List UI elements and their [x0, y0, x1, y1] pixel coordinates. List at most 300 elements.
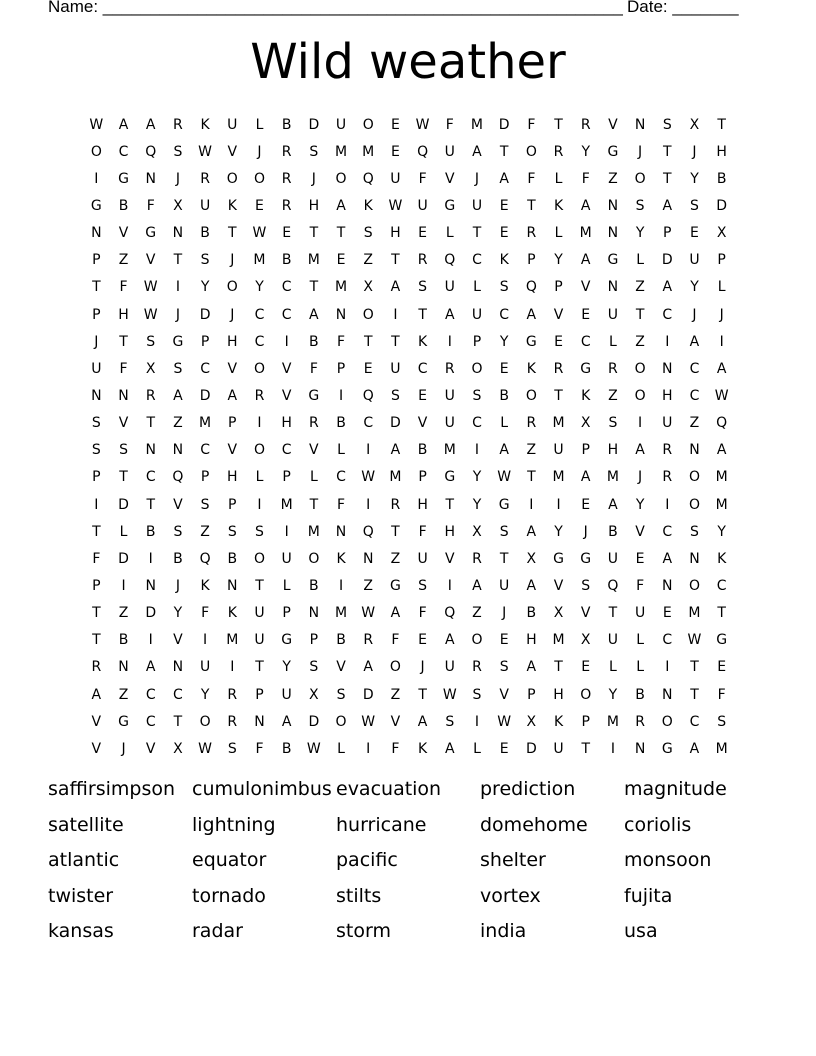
grid-letter: I [665, 659, 670, 676]
grid-letter: G [716, 632, 728, 649]
name-field: Name: _______________________________________________________ [48, 0, 623, 16]
grid-letter: O [308, 550, 320, 567]
grid-letter: P [92, 469, 102, 486]
grid-letter: N [227, 577, 239, 594]
grid-letter: G [444, 197, 456, 214]
grid-letter: M [552, 415, 566, 432]
grid-letter: B [526, 605, 537, 622]
grid-letter: R [227, 713, 238, 730]
grid-letter: A [227, 387, 238, 404]
grid-letter: U [444, 143, 456, 160]
grid-letter: I [366, 496, 371, 513]
grid-letter: G [580, 360, 592, 377]
grid-letter: F [92, 550, 101, 567]
grid-letter: A [444, 632, 456, 649]
grid-letter: T [418, 686, 428, 703]
grid-letter: P [255, 686, 265, 703]
grid-letter: O [335, 713, 348, 730]
grid-letter: T [173, 713, 183, 730]
grid-letter: A [608, 496, 619, 513]
grid-letter: X [472, 523, 483, 540]
grid-letter: S [200, 496, 211, 513]
grid-letter: A [118, 116, 129, 133]
grid-letter: F [717, 686, 727, 703]
grid-letter: U [199, 197, 211, 214]
grid-letter: C [472, 415, 483, 432]
grid-letter: G [498, 496, 511, 513]
grid-letter: B [417, 442, 428, 459]
grid-letter: P [200, 333, 210, 350]
grid-letter: E [418, 387, 428, 404]
grid-letter: O [253, 170, 266, 187]
word-bank-item: equator [192, 849, 267, 872]
grid-letter: H [118, 306, 130, 323]
grid-letter: V [390, 713, 401, 730]
grid-letter: V [608, 116, 619, 133]
grid-letter: M [389, 469, 402, 486]
grid-letter: S [200, 252, 211, 269]
grid-letter: M [715, 469, 729, 486]
grid-letter: L [445, 225, 455, 242]
grid-letter: C [472, 252, 483, 269]
grid-letter: Y [690, 279, 700, 296]
grid-letter: T [309, 279, 319, 296]
grid-letter: G [118, 713, 130, 730]
grid-letter: U [390, 360, 402, 377]
date-field: Date: _______ [627, 0, 739, 16]
grid-letter: R [417, 252, 428, 269]
grid-letter: M [606, 713, 620, 730]
grid-letter: E [499, 740, 510, 757]
grid-letter: E [418, 632, 428, 649]
grid-letter: V [118, 225, 129, 242]
grid-letter: O [688, 577, 701, 594]
grid-letter: U [634, 605, 646, 622]
grid-letter: K [418, 740, 428, 757]
grid-letter: A [145, 659, 156, 676]
grid-letter: L [337, 442, 346, 459]
grid-letter: S [363, 225, 374, 242]
grid-letter: M [307, 523, 321, 540]
grid-letter: K [717, 550, 727, 567]
grid-letter: Z [118, 686, 129, 703]
grid-letter: T [255, 577, 265, 594]
grid-letter: M [280, 496, 294, 513]
grid-letter: S [662, 116, 673, 133]
grid-letter: P [663, 225, 672, 242]
grid-letter: M [334, 605, 348, 622]
grid-letter: P [92, 306, 102, 323]
grid-letter: T [92, 632, 102, 649]
grid-letter: F [309, 360, 319, 377]
grid-letter: A [689, 740, 700, 757]
grid-letter: D [308, 713, 320, 730]
grid-letter: T [309, 496, 319, 513]
grid-letter: Y [255, 279, 265, 296]
grid-letter: H [662, 387, 674, 404]
grid-letter: G [553, 550, 565, 567]
grid-letter: S [635, 197, 646, 214]
grid-letter: Q [444, 605, 456, 622]
grid-letter: R [662, 442, 673, 459]
grid-letter: R [472, 659, 483, 676]
grid-letter: T [499, 550, 509, 567]
grid-letter: B [499, 387, 510, 404]
grid-letter: T [635, 306, 645, 323]
grid-letter: D [118, 496, 130, 513]
grid-letter: G [389, 577, 402, 594]
grid-letter: U [444, 659, 456, 676]
grid-letter: G [145, 225, 157, 242]
grid-letter: N [607, 225, 619, 242]
grid-letter: P [200, 469, 210, 486]
grid-letter: X [173, 740, 184, 757]
grid-letter: U [689, 252, 701, 269]
grid-letter: O [253, 360, 266, 377]
grid-letter: U [281, 550, 293, 567]
grid-letter: P [282, 469, 292, 486]
word-bank-item: fujita [624, 884, 673, 907]
grid-letter: X [580, 415, 592, 432]
grid-letter: O [389, 659, 402, 676]
grid-letter: U [281, 686, 293, 703]
grid-letter: F [201, 605, 210, 622]
grid-letter: U [607, 306, 619, 323]
grid-letter: R [390, 496, 401, 513]
grid-letter: N [335, 306, 347, 323]
grid-letter: I [230, 659, 235, 676]
grid-letter: U [91, 360, 102, 377]
grid-letter: U [199, 659, 211, 676]
grid-letter: F [445, 116, 455, 133]
grid-letter: G [661, 740, 674, 757]
grid-letter: I [474, 442, 480, 459]
word-bank-item: hurricane [336, 813, 427, 836]
grid-letter: N [254, 713, 266, 730]
grid-letter: A [91, 686, 102, 703]
grid-letter: N [145, 170, 157, 187]
grid-letter: N [662, 360, 674, 377]
grid-letter: U [553, 442, 565, 459]
grid-letter: L [554, 225, 563, 242]
grid-letter: N [689, 550, 701, 567]
grid-letter: C [689, 387, 700, 404]
grid-letter: E [554, 333, 564, 350]
grid-letter: T [391, 523, 401, 540]
grid-letter: C [281, 279, 293, 296]
word-bank-item: storm [336, 920, 391, 943]
grid-letter: L [309, 469, 319, 486]
grid-letter: T [146, 496, 156, 513]
grid-letter: C [580, 333, 592, 350]
grid-letter: L [554, 170, 563, 187]
grid-letter: L [473, 279, 482, 296]
grid-letter: R [526, 225, 537, 242]
grid-letter: N [172, 225, 184, 242]
grid-letter: W [361, 605, 376, 622]
grid-letter: X [580, 632, 592, 649]
grid-letter: G [281, 632, 293, 649]
grid-letter: T [717, 605, 727, 622]
grid-letter: R [553, 143, 564, 160]
grid-letter: O [471, 632, 483, 649]
grid-letter: J [692, 143, 698, 160]
word-bank-item: prediction [480, 778, 576, 800]
grid-letter: I [393, 306, 398, 323]
grid-letter: W [687, 632, 702, 649]
grid-letter: T [119, 333, 129, 350]
grid-letter: Y [472, 469, 482, 486]
grid-letter: I [175, 279, 181, 296]
grid-letter: S [690, 197, 700, 214]
grid-letter: T [119, 469, 129, 486]
grid-letter: C [662, 632, 673, 649]
grid-letter: N [91, 387, 103, 404]
grid-letter: Q [362, 387, 375, 404]
grid-letter: P [92, 577, 102, 594]
grid-letter: A [145, 116, 156, 133]
grid-letter: T [92, 523, 102, 540]
grid-letter: Z [472, 605, 483, 622]
grid-letter: Z [363, 252, 374, 269]
grid-letter: K [553, 713, 564, 730]
grid-letter: U [417, 197, 429, 214]
grid-letter: E [690, 225, 700, 242]
grid-letter: T [255, 659, 265, 676]
grid-letter: O [634, 387, 647, 404]
grid-letter: N [118, 387, 130, 404]
grid-letter: O [661, 713, 674, 730]
grid-letter: S [119, 442, 129, 459]
grid-letter: U [335, 116, 347, 133]
grid-letter: A [499, 170, 510, 187]
grid-letter: T [391, 333, 401, 350]
grid-letter: A [580, 252, 591, 269]
grid-letter: R [580, 116, 592, 133]
word-bank-item: satellite [48, 813, 124, 836]
grid-letter: P [581, 713, 591, 730]
grid-letter: S [608, 415, 618, 432]
grid-letter: C [417, 360, 428, 377]
word-bank [48, 778, 768, 956]
grid-letter: Z [689, 415, 700, 432]
grid-letter: M [552, 632, 566, 649]
grid-letter: R [145, 387, 157, 404]
grid-letter: L [337, 740, 346, 757]
grid-letter: A [472, 143, 483, 160]
grid-letter: B [281, 116, 292, 133]
grid-letter: J [420, 659, 426, 676]
grid-letter: S [472, 686, 482, 703]
grid-letter: T [499, 143, 509, 160]
grid-letter: A [662, 197, 673, 214]
grid-letter: L [636, 632, 645, 649]
grid-letter: Y [200, 279, 210, 296]
grid-letter: I [121, 577, 127, 594]
word-bank-item: stilts [336, 884, 382, 907]
grid-letter: G [444, 469, 456, 486]
grid-letter: O [580, 686, 592, 703]
grid-letter: O [253, 442, 266, 459]
grid-letter: M [715, 496, 729, 513]
grid-letter: R [662, 469, 673, 486]
header [48, 0, 748, 19]
grid-letter: W [388, 197, 403, 214]
grid-letter: K [418, 333, 428, 350]
grid-letter: A [281, 713, 292, 730]
grid-letter: P [336, 360, 346, 377]
grid-letter: C [254, 333, 265, 350]
grid-letter: G [525, 333, 538, 350]
grid-letter: R [227, 686, 238, 703]
grid-letter: M [688, 605, 702, 622]
grid-letter: A [526, 523, 537, 540]
grid-letter: U [254, 632, 266, 649]
grid-letter: Z [200, 523, 211, 540]
grid-letter: I [665, 496, 670, 513]
grid-letter: F [527, 170, 536, 187]
grid-letter: I [447, 577, 453, 594]
grid-letter: A [635, 442, 646, 459]
grid-letter: P [282, 605, 292, 622]
grid-letter: E [255, 197, 265, 214]
grid-letter: B [635, 686, 646, 703]
grid-letter: G [580, 550, 592, 567]
grid-letter: J [257, 143, 263, 160]
grid-letter: U [417, 550, 429, 567]
grid-letter: V [227, 143, 238, 160]
grid-letter: S [309, 143, 319, 160]
grid-letter: P [717, 252, 727, 269]
grid-letter: A [580, 469, 591, 486]
grid-letter: V [309, 442, 320, 459]
grid-letter: N [362, 550, 374, 567]
grid-letter: Q [607, 577, 619, 594]
grid-letter: I [338, 387, 344, 404]
grid-letter: U [471, 197, 483, 214]
grid-letter: I [148, 550, 154, 567]
word-bank-item: cumulonimbus [192, 778, 332, 800]
grid-letter: T [554, 116, 564, 133]
grid-letter: A [309, 306, 320, 323]
grid-letter: J [583, 523, 589, 540]
grid-letter: H [716, 143, 728, 160]
grid-letter: F [418, 605, 428, 622]
grid-letter: I [556, 496, 562, 513]
grid-letter: A [390, 442, 401, 459]
grid-letter: I [257, 415, 263, 432]
grid-letter: M [307, 252, 321, 269]
grid-letter: Y [499, 333, 509, 350]
grid-letter: I [284, 523, 290, 540]
grid-letter: S [336, 686, 346, 703]
word-bank-item: twister [48, 884, 114, 907]
grid-letter: W [198, 740, 213, 757]
grid-letter: M [334, 143, 348, 160]
grid-letter: Y [608, 686, 618, 703]
grid-letter: Z [173, 415, 184, 432]
grid-letter: V [580, 279, 591, 296]
grid-letter: U [499, 577, 510, 594]
grid-letter: Z [118, 252, 129, 269]
grid-letter: R [363, 632, 374, 649]
grid-letter: G [607, 252, 619, 269]
grid-letter: X [309, 686, 320, 703]
grid-letter: U [227, 116, 238, 133]
grid-letter: E [390, 143, 401, 160]
grid-letter: S [173, 143, 183, 160]
grid-letter: X [553, 605, 564, 622]
grid-letter: T [228, 225, 238, 242]
grid-letter: O [634, 360, 647, 377]
grid-letter: V [227, 442, 238, 459]
grid-letter: F [146, 197, 156, 214]
grid-letter: M [334, 279, 348, 296]
grid-letter: C [118, 143, 129, 160]
grid-letter: W [252, 225, 267, 242]
grid-letter: U [607, 550, 619, 567]
grid-letter: I [94, 496, 99, 513]
grid-letter: A [417, 713, 428, 730]
grid-letter: Q [716, 415, 728, 432]
grid-letter: K [200, 577, 211, 594]
grid-letter: E [717, 659, 727, 676]
grid-letter: D [199, 387, 211, 404]
grid-letter: R [281, 197, 293, 214]
grid-letter: N [172, 659, 184, 676]
grid-letter: T [690, 659, 700, 676]
grid-letter: Y [635, 225, 645, 242]
grid-letter: Z [635, 279, 646, 296]
grid-letter: Q [172, 469, 184, 486]
grid-letter: I [257, 496, 263, 513]
grid-letter: E [499, 225, 510, 242]
word-bank-item: usa [624, 920, 658, 943]
grid-letter: P [581, 442, 591, 459]
grid-letter: H [417, 496, 429, 513]
grid-letter: F [527, 116, 536, 133]
grid-letter: M [470, 116, 484, 133]
grid-letter: I [529, 496, 534, 513]
grid-letter: H [553, 686, 565, 703]
grid-letter: S [418, 577, 428, 594]
grid-letter: V [173, 496, 184, 513]
grid-letter: F [119, 360, 129, 377]
grid-letter: A [390, 605, 401, 622]
grid-letter: A [716, 360, 727, 377]
grid-letter: W [415, 116, 431, 133]
grid-letter: P [228, 496, 237, 513]
grid-letter: F [337, 496, 346, 513]
grid-letter: B [309, 577, 320, 594]
grid-letter: V [173, 632, 184, 649]
grid-letter: E [418, 225, 428, 242]
grid-letter: U [607, 632, 619, 649]
grid-letter: W [89, 116, 104, 133]
grid-letter: W [714, 387, 730, 404]
grid-letter: W [143, 306, 159, 323]
grid-letter: U [444, 387, 456, 404]
grid-letter: T [146, 415, 156, 432]
grid-letter: V [580, 605, 591, 622]
grid-letter: A [662, 279, 673, 296]
grid-letter: S [255, 523, 265, 540]
grid-letter: N [662, 577, 674, 594]
grid-letter: T [554, 387, 564, 404]
grid-letter: S [690, 523, 700, 540]
grid-letter: S [499, 659, 510, 676]
grid-letter: G [172, 333, 184, 350]
